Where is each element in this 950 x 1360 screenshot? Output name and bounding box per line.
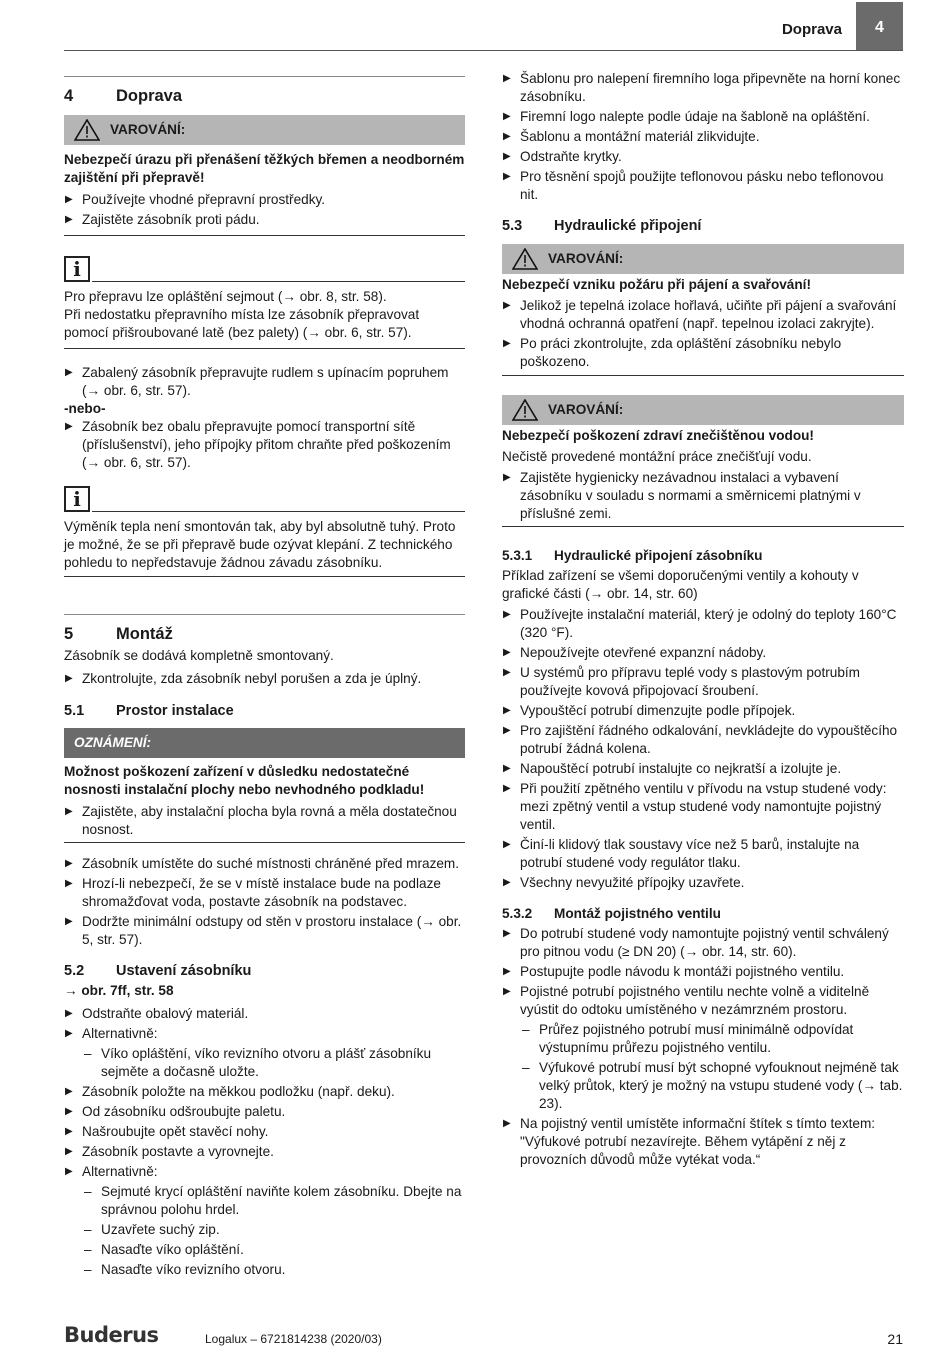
- list-item: ▶ Postupujte podle návodu k montáži pojistného ventilu.: [502, 963, 904, 981]
- list-item: ▶ Jelikož je tepelná izolace hořlavá, učiňte při pájení a svařování vhodná ochranná opatření (např. tepelnou izolaci zakryjte).: [502, 297, 904, 333]
- list-item: ▶ Používejte instalační materiál, který je odolný do teploty 160°C (320 °F).: [502, 606, 904, 642]
- warning-bar: [502, 395, 904, 425]
- list-item: ▶ Zásobník postavte a vyrovnejte.: [64, 1143, 465, 1161]
- info-text: Pro přepravu lze opláštění sejmout (→ obr. 8, str. 58).: [64, 289, 387, 304]
- section-number: 5.3.1: [502, 548, 533, 563]
- page-number: 21: [887, 1331, 903, 1347]
- sub-item: – Uzavřete suchý zip.: [64, 1221, 465, 1239]
- warning-label: VAROVÁNÍ:: [548, 251, 624, 266]
- warning-heading: Nebezpečí poškození zdraví znečištěnou vodou!: [502, 428, 814, 443]
- info-header: [64, 486, 465, 512]
- list-item: ▶ Alternativně:: [64, 1163, 465, 1181]
- chapter-tab: 4: [856, 2, 903, 50]
- section-title: Doprava: [116, 87, 183, 105]
- info-rule: [92, 511, 465, 512]
- section-number: 5.1: [64, 703, 85, 719]
- warning-label: VAROVÁNÍ:: [548, 402, 624, 417]
- list-item: ▶ Po práci zkontrolujte, zda opláštění zásobníku nebylo poškozeno.: [502, 335, 904, 371]
- section-title: Ustavení zásobníku: [116, 963, 252, 979]
- list-item: ▶ Zásobník bez obalu přepravujte pomocí transportní sítě (příslušenství), jeho přípojky přitom chraňte před poškozením (→ obr. 6, str. 57).: [64, 418, 465, 472]
- list-item: ▶ Alternativně:: [64, 1025, 465, 1043]
- divider: [64, 614, 465, 615]
- section-number: 5.2: [64, 963, 85, 979]
- notice-heading: Možnost poškození zařízení v důsledku nedostatečné nosnosti instalační plochy nebo nevhodného podkladu!: [64, 764, 425, 797]
- list-item: ▶ Napouštěcí potrubí instalujte co nejkratší a izolujte je.: [502, 760, 904, 778]
- list-item: ▶ Činí-li klidový tlak soustavy více než 5 barů, instalujte na potrubí studené vody regulátor tlaku.: [502, 836, 904, 872]
- or-separator: -nebo-: [64, 401, 106, 416]
- section-number: 5.3.2: [502, 906, 533, 921]
- left-column: [64, 76, 465, 1279]
- warning-triangle-icon: [64, 115, 110, 145]
- divider: [64, 348, 465, 349]
- info-icon: i: [64, 486, 90, 512]
- list-item: ▶ Zkontrolujte, zda zásobník nebyl porušen a zda je úplný.: [64, 670, 465, 688]
- info-icon: i: [64, 256, 90, 282]
- figure-reference: → obr. 7ff, str. 58: [64, 983, 174, 998]
- sub-item: – Sejmuté krycí opláštění naviňte kolem zásobníku. Dbejte na správnou polohu hrdel.: [64, 1183, 465, 1219]
- list-item: ▶ Zajistěte, aby instalační plocha byla rovná a měla dostatečnou nosnost.: [64, 803, 465, 839]
- list-item: ▶ Odstraňte krytky.: [502, 148, 904, 166]
- list-item: ▶ Zabalený zásobník přepravujte rudlem s upínacím popruhem (→ obr. 6, str. 57).: [64, 364, 465, 400]
- list-item: ▶ Pro těsnění spojů použijte teflonovou pásku nebo teflonovou nit.: [502, 168, 904, 204]
- divider: [64, 76, 465, 77]
- section-number: 5: [64, 625, 74, 643]
- list-item: ▶ Zásobník položte na měkkou podložku (např. deku).: [64, 1083, 465, 1101]
- sub-item: – Průřez pojistného potrubí musí minimálně odpovídat výstupnímu průřezu pojistného ventilu.: [502, 1021, 904, 1057]
- sub-item: – Víko opláštění, víko revizního otvoru a plášť zásobníku sejměte a dočasně uložte.: [64, 1045, 465, 1081]
- list-item: ▶ Pojistné potrubí pojistného ventilu nechte volně a viditelně vyústit do odtoku umístěného v nezámrzném prostoru.: [502, 983, 904, 1019]
- list-item: ▶ Zajistěte hygienicky nezávadnou instalaci a vybavení zásobníku v souladu s normami a směrnicemi platnými v příslušné zemi.: [502, 469, 904, 523]
- list-item: ▶ U systémů pro přípravu teplé vody s plastovým potrubím používejte kovová připojovací šroubení.: [502, 664, 904, 700]
- section-title: Montáž pojistného ventilu: [554, 906, 721, 921]
- section-intro: Příklad zařízení se všemi doporučenými ventily a kohouty v grafické části (→ obr. 14, str. 60): [502, 568, 859, 601]
- list-item: ▶ Zásobník umístěte do suché místnosti chráněné před mrazem.: [64, 855, 465, 873]
- warning-bar: [64, 115, 465, 145]
- list-item: ▶ Odstraňte obalový materiál.: [64, 1005, 465, 1023]
- list-item: ▶ Všechny nevyužité přípojky uzavřete.: [502, 874, 904, 892]
- section-number: 4: [64, 87, 74, 105]
- section-title: Hydraulické připojení zásobníku: [554, 548, 763, 563]
- notice-label: OZNÁMENÍ:: [74, 735, 152, 750]
- divider: [64, 576, 465, 577]
- warning-triangle-icon: [502, 244, 548, 274]
- list-item: ▶ Hrozí-li nebezpečí, že se v místě instalace bude na podlaze shromažďovat voda, postavte zásobník na podstavec.: [64, 875, 465, 911]
- section-title: Montáž: [116, 625, 173, 643]
- section-5-3-2-heading: [502, 905, 904, 923]
- divider: [502, 526, 904, 527]
- list-item: ▶ Používejte vhodné přepravní prostředky.: [64, 191, 465, 209]
- list-item: ▶ Šablonu a montážní materiál zlikvidujte.: [502, 128, 904, 146]
- list-item: ▶ Šablonu pro nalepení firemního loga připevněte na horní konec zásobníku.: [502, 70, 904, 106]
- warning-label: VAROVÁNÍ:: [110, 122, 186, 137]
- list-item: ▶ Firemní logo nalepte podle údaje na šabloně na opláštění.: [502, 108, 904, 126]
- list-item: ▶ Dodržte minimální odstupy od stěn v prostoru instalace (→ obr. 5, str. 57).: [64, 913, 465, 949]
- list-item: ▶ Zajistěte zásobník proti pádu.: [64, 211, 465, 229]
- section-intro: Zásobník se dodává kompletně smontovaný.: [64, 648, 334, 663]
- section-5-2-heading: [64, 962, 465, 980]
- section-5-3-heading: [502, 217, 904, 235]
- section-5-1-heading: [64, 702, 465, 720]
- warning-bar: [502, 244, 904, 274]
- list-item: ▶ Při použití zpětného ventilu v přívodu na vstup studené vody: mezi zpětný ventil a vstup studené vody namontujte pojistný ventil.: [502, 780, 904, 834]
- sub-item: – Nasaďte víko revizního otvoru.: [64, 1261, 465, 1279]
- sub-item: – Výfukové potrubí musí být schopné vyfouknout nejméně tak velký průtok, který je možný na vstupu studené vody (→ tab. 23).: [502, 1059, 904, 1113]
- list-item: ▶ Na pojistný ventil umístěte informační štítek s tímto textem: "Výfukové potrubí nezavírejte. Během vytápění z něj z provozních důvodů může vytékat voda.“: [502, 1115, 904, 1169]
- warning-heading: Nebezpečí úrazu při přenášení těžkých břemen a neodborném zajištění při přepravě!: [64, 152, 465, 185]
- notice-bar: [64, 728, 465, 758]
- section-4-heading: [64, 87, 465, 105]
- list-item: ▶ Našroubujte opět stavěcí nohy.: [64, 1123, 465, 1141]
- list-item: ▶ Do potrubí studené vody namontujte pojistný ventil schválený pro pitnou vodu (≥ DN 20) (→ obr. 14, str. 60).: [502, 925, 904, 961]
- section-5-3-1-heading: [502, 547, 904, 565]
- section-title: Prostor instalace: [116, 703, 234, 719]
- info-text: Výměník tepla není smontován tak, aby byl absolutně tuhý. Proto je možné, že se při přepravě bude ozývat klepání. Z technického pohledu to nepředstavuje žádnou závadu zásobníku.: [64, 519, 456, 570]
- sub-item: – Nasaďte víko opláštění.: [64, 1241, 465, 1259]
- warning-text: Nečistě provedené montážní práce znečišťují vodu.: [502, 449, 812, 464]
- divider: [64, 235, 465, 236]
- divider: [64, 842, 465, 843]
- warning-heading: Nebezpečí vzniku požáru při pájení a svařování!: [502, 277, 811, 292]
- list-item: ▶ Vypouštěcí potrubí dimenzujte podle přípojek.: [502, 702, 904, 720]
- info-header: [64, 256, 465, 282]
- running-header-title: Doprava: [781, 21, 842, 38]
- document-reference: Logalux – 6721814238 (2020/03): [205, 1332, 382, 1346]
- brand-logo: Buderus: [64, 1323, 159, 1347]
- warning-triangle-icon: [502, 395, 548, 425]
- section-number: 5.3: [502, 218, 523, 234]
- list-item: ▶ Nepoužívejte otevřené expanzní nádoby.: [502, 644, 904, 662]
- divider: [502, 375, 904, 376]
- list-item: ▶ Pro zajištění řádného odkalování, nevkládejte do vypouštěcího potrubí žádná kolena.: [502, 722, 904, 758]
- header-rule: [64, 50, 903, 51]
- info-text: Při nedostatku přepravního místa lze zásobník přepravovat pomocí přišroubované latě (bez palety) (→ obr. 6, str. 57).: [64, 307, 420, 340]
- right-column: [502, 70, 904, 1169]
- section-title: Hydraulické připojení: [554, 218, 702, 234]
- section-5-heading: [64, 625, 465, 643]
- info-rule: [92, 281, 465, 282]
- list-item: ▶ Od zásobníku odšroubujte paletu.: [64, 1103, 465, 1121]
